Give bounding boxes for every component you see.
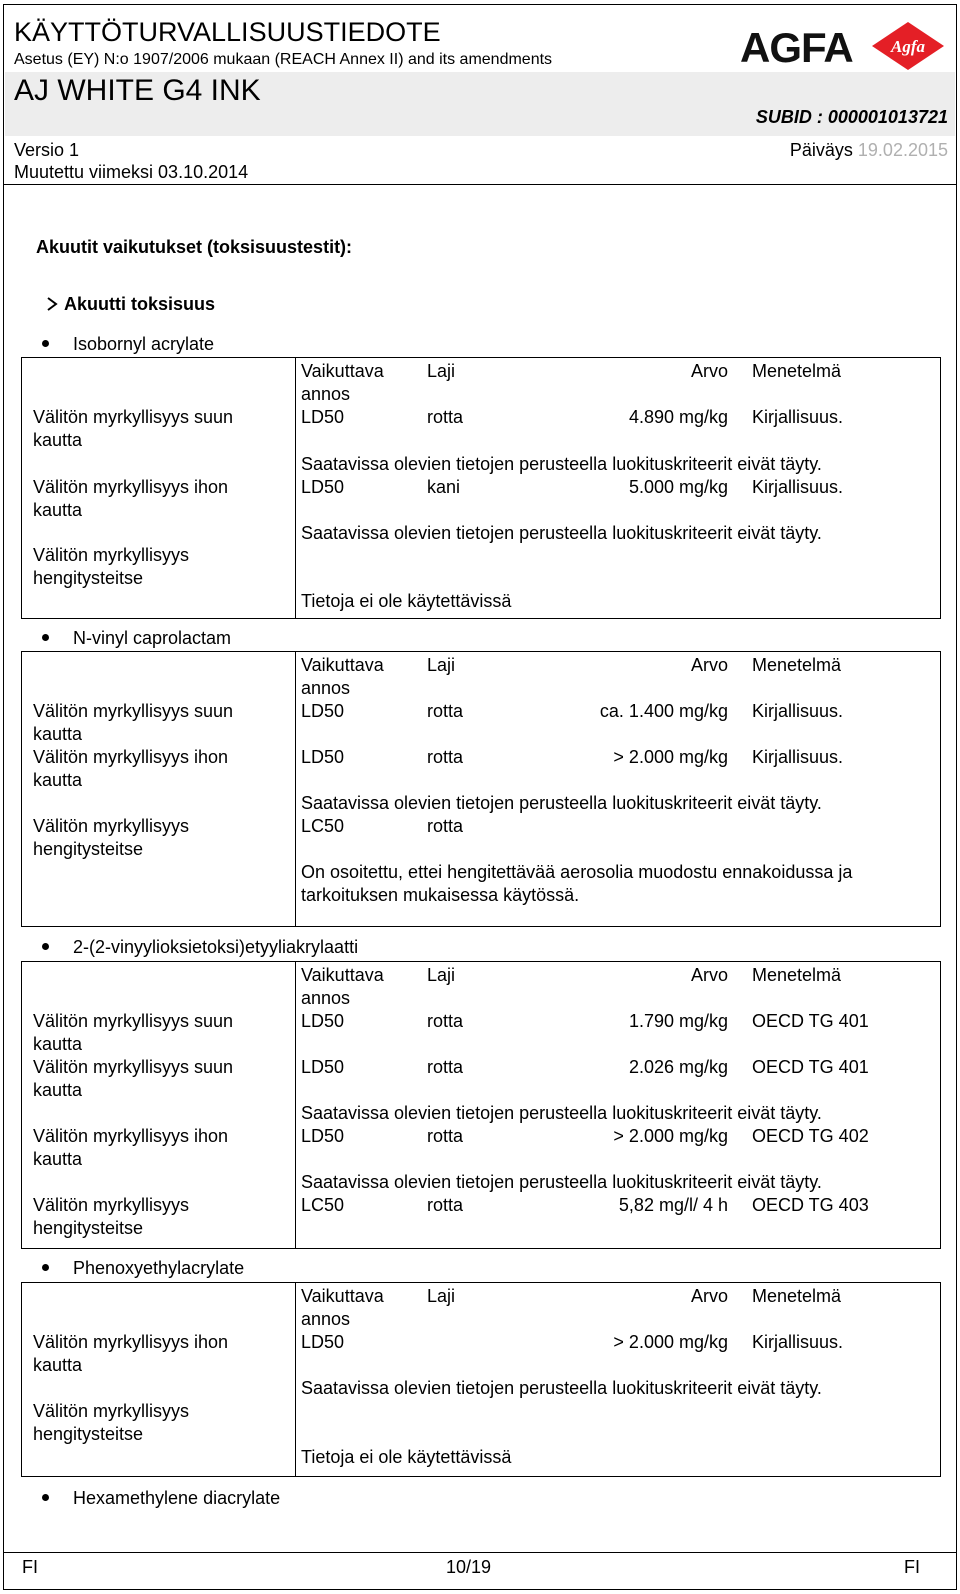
subid: SUBID : 000001013721 (755, 107, 948, 127)
row-value: 4.890 mg/kg (628, 407, 728, 427)
row-value: 2.026 mg/kg (628, 1057, 728, 1077)
row-note: tarkoituksen mukaisessa käytössä. (301, 885, 580, 905)
row-note: Tietoja ei ole käytettävissä (301, 591, 512, 611)
row-dose: LC50 (301, 816, 345, 836)
col-species: Laji (427, 655, 456, 675)
arrow-bullet-icon (44, 296, 60, 312)
row-note: Saatavissa olevien tietojen perusteella luokituskriteerit eivät täyty. (301, 1103, 822, 1123)
row-value: > 2.000 mg/kg (613, 1332, 728, 1352)
col-dose-2: annos (301, 1309, 351, 1329)
row-method: Kirjallisuus. (752, 407, 844, 427)
row-label: Välitön myrkyllisyys ihon kautta (33, 1332, 229, 1375)
substance-heading (42, 628, 231, 649)
row-label: Välitön myrkyllisyys hengitysteitse (33, 816, 190, 859)
row-note: Tietoja ei ole käytettävissä (301, 1447, 512, 1467)
issue-date (790, 140, 948, 161)
row-dose: LD50 (301, 701, 345, 721)
revised-date: Muutettu viimeksi 03.10.2014 (14, 162, 249, 182)
agfa-logo (740, 18, 948, 72)
row-method: OECD TG 402 (752, 1126, 869, 1146)
col-method: Menetelmä (752, 361, 842, 381)
row-label: Välitön myrkyllisyys ihon kautta (33, 747, 229, 790)
col-method: Menetelmä (752, 1286, 842, 1306)
footer-language-right: FI (904, 1557, 920, 1577)
bullet-icon (42, 1264, 49, 1271)
footer-language-left: FI (22, 1557, 38, 1577)
row-label: Välitön myrkyllisyys suun kautta (33, 407, 234, 450)
row-note: Saatavissa olevien tietojen perusteella luokituskriteerit eivät täyty. (301, 793, 822, 813)
col-method: Menetelmä (752, 965, 842, 985)
col-value: Arvo (690, 361, 728, 381)
col-species: Laji (427, 361, 456, 381)
row-dose: LC50 (301, 1195, 345, 1215)
col-dose-2: annos (301, 384, 351, 404)
row-species: rotta (427, 1057, 464, 1077)
row-method: OECD TG 403 (752, 1195, 869, 1215)
row-value: ca. 1.400 mg/kg (599, 701, 728, 721)
sub-heading (44, 294, 215, 315)
regulation-line: Asetus (EY) N:o 1907/2006 mukaan (REACH Annex II) and its amendments (14, 51, 553, 68)
substance-name: Hexamethylene diacrylate (73, 1488, 281, 1508)
date-label: Päiväys (789, 140, 853, 160)
row-species: rotta (427, 816, 464, 836)
column-divider (295, 358, 296, 618)
document-title: KÄYTTÖTURVALLISUUSTIEDOTE (14, 17, 441, 47)
row-dose: LD50 (301, 477, 345, 497)
header-rule (4, 184, 956, 185)
row-value: 5.000 mg/kg (628, 477, 728, 497)
row-dose: LD50 (301, 747, 345, 767)
page-number: 10/19 (446, 1557, 492, 1577)
row-note: On osoitettu, ettei hengitettävää aerosolia muodostu ennakoidussa ja (301, 862, 853, 882)
substance-name: Phenoxyethylacrylate (73, 1258, 245, 1278)
row-species: rotta (427, 407, 464, 427)
row-species: rotta (427, 747, 464, 767)
substance-heading (42, 1258, 244, 1279)
row-dose: LD50 (301, 1332, 345, 1352)
column-divider (295, 962, 296, 1248)
row-label: Välitön myrkyllisyys suun kautta (33, 701, 234, 744)
col-species: Laji (427, 965, 456, 985)
column-divider (295, 1283, 296, 1476)
col-dose: Vaikuttava (301, 361, 384, 381)
col-dose: Vaikuttava (301, 655, 384, 675)
row-label: Välitön myrkyllisyys hengitysteitse (33, 1401, 190, 1444)
tox-table (21, 651, 941, 927)
row-label: Välitön myrkyllisyys hengitysteitse (33, 545, 190, 588)
col-dose-2: annos (301, 988, 351, 1008)
row-label: Välitön myrkyllisyys ihon kautta (33, 477, 229, 520)
substance-heading (42, 1488, 280, 1509)
logo-wordmark: AGFA (740, 24, 853, 71)
row-dose: LD50 (301, 1126, 345, 1146)
col-value: Arvo (690, 655, 728, 675)
row-note: Saatavissa olevien tietojen perusteella luokituskriteerit eivät täyty. (301, 1172, 822, 1192)
col-dose-2: annos (301, 678, 351, 698)
product-name: AJ WHITE G4 INK (14, 74, 261, 107)
substance-name: 2-(2-vinyylioksietoksi)etyyliakrylaatti (73, 937, 359, 957)
col-dose: Vaikuttava (301, 1286, 384, 1306)
logo-badge-text: Agfa (891, 37, 925, 56)
bullet-icon (42, 634, 49, 641)
row-label: Välitön myrkyllisyys suun kautta (33, 1057, 234, 1100)
col-method: Menetelmä (752, 655, 842, 675)
row-note: Saatavissa olevien tietojen perusteella luokituskriteerit eivät täyty. (301, 523, 822, 543)
row-label: Välitön myrkyllisyys ihon kautta (33, 1126, 229, 1169)
version: Versio 1 (14, 140, 80, 160)
row-species: rotta (427, 1195, 464, 1215)
sub-heading-text: Akuutti toksisuus (64, 294, 216, 314)
tox-table (21, 1282, 941, 1477)
logo-badge-icon (872, 22, 944, 70)
row-value: 5,82 mg/l/ 4 h (618, 1195, 728, 1215)
row-dose: LD50 (301, 407, 345, 427)
row-species: kani (427, 477, 461, 497)
row-species: rotta (427, 1011, 464, 1031)
tox-table (21, 357, 941, 619)
substance-heading (42, 937, 358, 958)
row-method: Kirjallisuus. (752, 701, 844, 721)
row-dose: LD50 (301, 1011, 345, 1031)
col-species: Laji (427, 1286, 456, 1306)
substance-name: N-vinyl caprolactam (73, 628, 232, 648)
col-dose: Vaikuttava (301, 965, 384, 985)
row-note: Saatavissa olevien tietojen perusteella luokituskriteerit eivät täyty. (301, 454, 822, 474)
row-species: rotta (427, 701, 464, 721)
row-method: Kirjallisuus. (752, 747, 844, 767)
row-note: Saatavissa olevien tietojen perusteella luokituskriteerit eivät täyty. (301, 1378, 822, 1398)
row-method: Kirjallisuus. (752, 477, 844, 497)
substance-heading (42, 334, 214, 355)
footer-rule (4, 1552, 956, 1553)
row-method: OECD TG 401 (752, 1057, 869, 1077)
row-species: rotta (427, 1126, 464, 1146)
tox-table (21, 961, 941, 1249)
section-heading: Akuutit vaikutukset (toksisuustestit): (36, 237, 353, 257)
bullet-icon (42, 943, 49, 950)
row-method: OECD TG 401 (752, 1011, 869, 1031)
row-dose: LD50 (301, 1057, 345, 1077)
bullet-icon (42, 1494, 49, 1501)
row-value: 1.790 mg/kg (628, 1011, 728, 1031)
column-divider (295, 652, 296, 926)
col-value: Arvo (690, 965, 728, 985)
row-label: Välitön myrkyllisyys hengitysteitse (33, 1195, 190, 1238)
row-value: > 2.000 mg/kg (613, 1126, 728, 1146)
bullet-icon (42, 340, 49, 347)
row-label: Välitön myrkyllisyys suun kautta (33, 1011, 234, 1054)
row-method: Kirjallisuus. (752, 1332, 844, 1352)
date-value: 19.02.2015 (857, 140, 948, 160)
col-value: Arvo (690, 1286, 728, 1306)
substance-name: Isobornyl acrylate (73, 334, 215, 354)
row-value: > 2.000 mg/kg (613, 747, 728, 767)
